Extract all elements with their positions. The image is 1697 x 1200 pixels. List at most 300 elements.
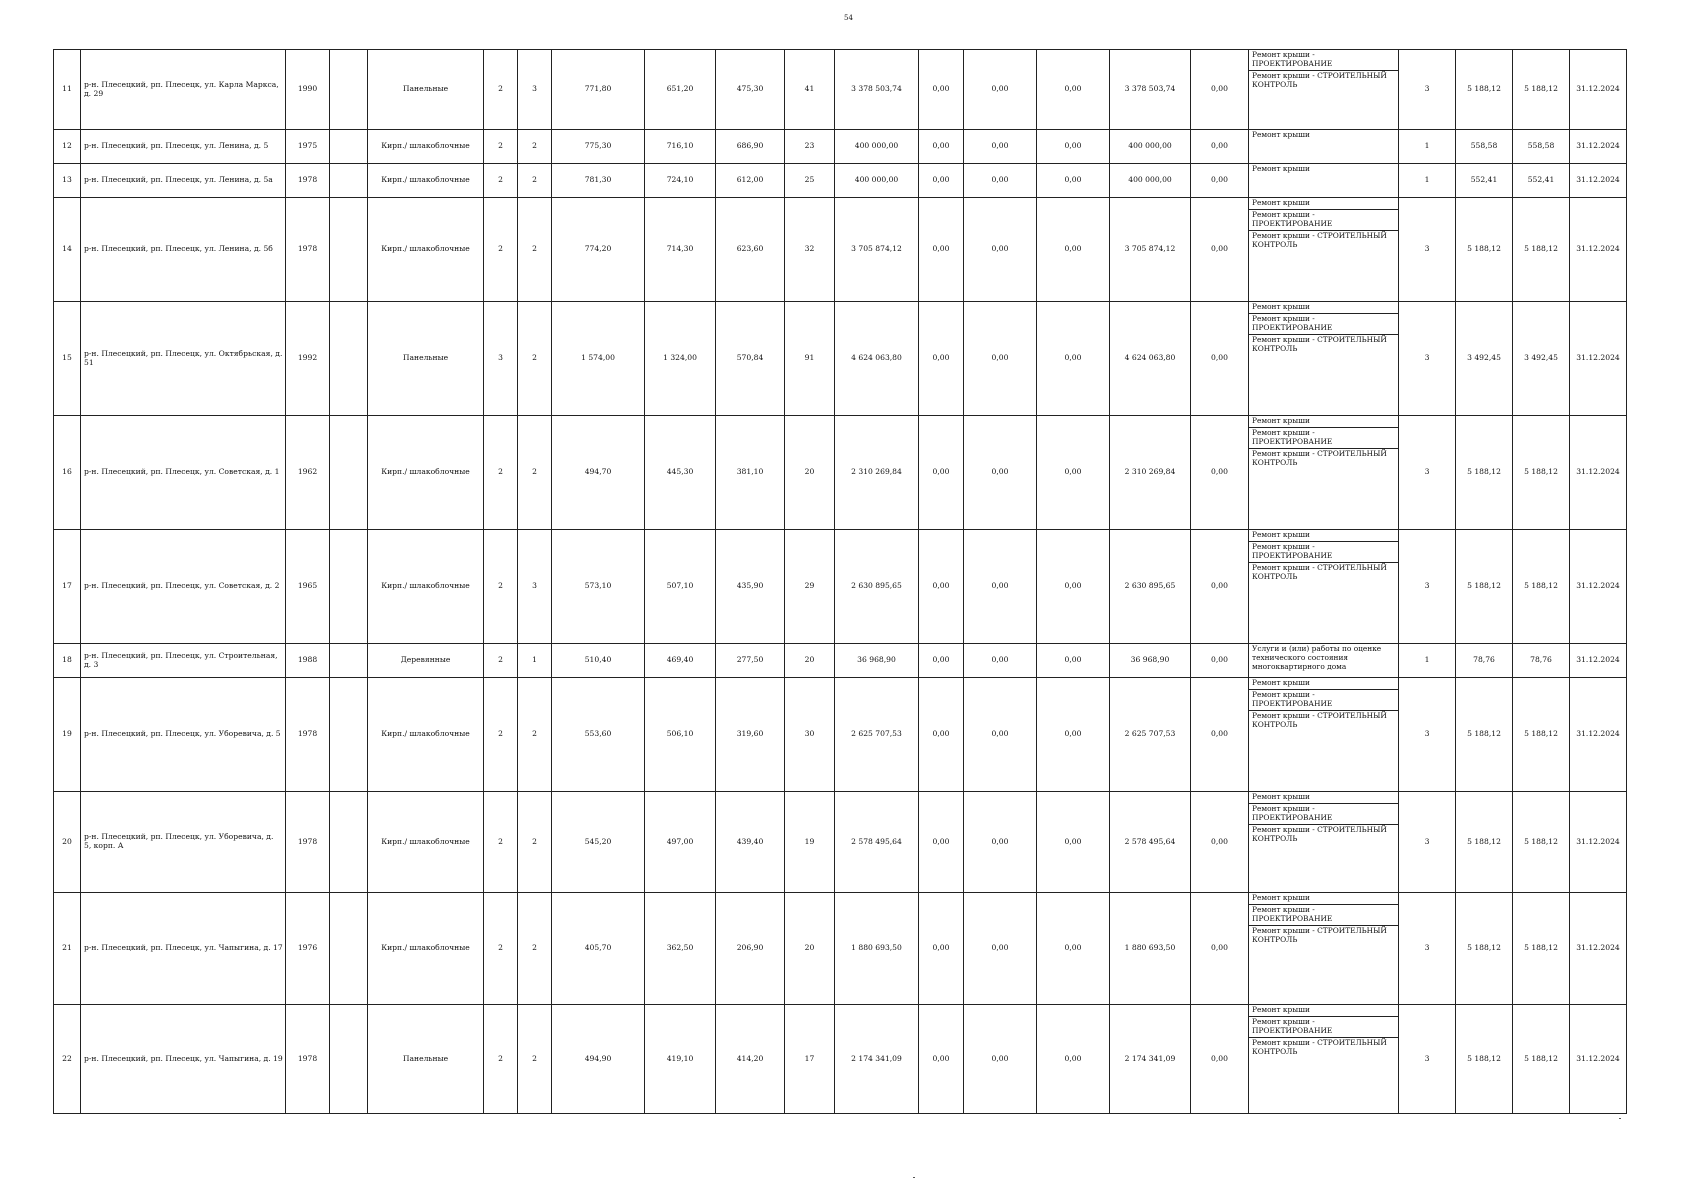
municipal-funds: 0,00: [1037, 792, 1110, 893]
scan-speck: [1619, 1118, 1621, 1119]
other-funds: 0,00: [1191, 893, 1249, 1005]
work-item: Ремонт крыши - СТРОИТЕЛЬНЫЙ КОНТРОЛЬ: [1249, 824, 1398, 845]
other-funds: 0,00: [1191, 678, 1249, 792]
premises-area: 724,10: [645, 164, 716, 198]
work-count: 3: [1399, 302, 1456, 416]
work-item: Ремонт крыши: [1252, 164, 1310, 173]
row-number: 21: [54, 893, 81, 1005]
owners-funds: 36 968,90: [1110, 644, 1191, 678]
work-item: Ремонт крыши - СТРОИТЕЛЬНЫЙ КОНТРОЛЬ: [1249, 230, 1398, 251]
entrances-count: 2: [518, 302, 552, 416]
federal-funds: 0,00: [919, 678, 964, 792]
table-row: [54, 50, 1627, 130]
entrances-count: 2: [518, 416, 552, 530]
row-number: 12: [54, 130, 81, 164]
blank-cell: [330, 893, 368, 1005]
unit-cost: 5 188,12: [1456, 530, 1513, 644]
table-row: [54, 644, 1627, 678]
limit-cost: 552,41: [1513, 164, 1570, 198]
floors-count: 2: [484, 130, 518, 164]
construction-year: 1978: [286, 1005, 330, 1114]
residential-area: 381,10: [716, 416, 785, 530]
premises-area: 506,10: [645, 678, 716, 792]
residential-area: 439,40: [716, 792, 785, 893]
page-number: 54: [844, 14, 853, 22]
work-item: Ремонт крыши - СТРОИТЕЛЬНЫЙ КОНТРОЛЬ: [1249, 334, 1398, 355]
works-list: [1249, 678, 1399, 792]
construction-year: 1978: [286, 198, 330, 302]
limit-cost: 5 188,12: [1513, 893, 1570, 1005]
floors-count: 2: [484, 530, 518, 644]
total-area: 771,80: [552, 50, 645, 130]
work-item: Ремонт крыши: [1252, 678, 1310, 687]
house-address: р-н. Плесецкий, рп. Плесецк, ул. Чапыгина, д. 19: [81, 1005, 286, 1114]
works-list: [1249, 130, 1399, 164]
work-item: Ремонт крыши: [1252, 530, 1310, 539]
total-area: 774,20: [552, 198, 645, 302]
work-item: Ремонт крыши - ПРОЕКТИРОВАНИЕ: [1249, 803, 1398, 824]
table-row: [54, 130, 1627, 164]
regional-funds: 0,00: [964, 198, 1037, 302]
regional-funds: 0,00: [964, 893, 1037, 1005]
municipal-funds: 0,00: [1037, 50, 1110, 130]
wall-material: Кирп./ шлакоблочные: [368, 198, 484, 302]
blank-cell: [330, 644, 368, 678]
wall-material: Кирп./ шлакоблочные: [368, 678, 484, 792]
work-items: [1249, 50, 1398, 91]
construction-year: 1992: [286, 302, 330, 416]
work-count: 3: [1399, 416, 1456, 530]
federal-funds: 0,00: [919, 1005, 964, 1114]
entrances-count: 2: [518, 893, 552, 1005]
works-list: [1249, 416, 1399, 530]
work-count: 3: [1399, 50, 1456, 130]
other-funds: 0,00: [1191, 644, 1249, 678]
floors-count: 2: [484, 644, 518, 678]
municipal-funds: 0,00: [1037, 164, 1110, 198]
row-number: 11: [54, 50, 81, 130]
wall-material: Кирп./ шлакоблочные: [368, 164, 484, 198]
owners-funds: 2 630 895,65: [1110, 530, 1191, 644]
works-list: [1249, 198, 1399, 302]
work-item: Ремонт крыши - СТРОИТЕЛЬНЫЙ КОНТРОЛЬ: [1249, 448, 1398, 469]
work-count: 1: [1399, 130, 1456, 164]
work-item: Ремонт крыши - СТРОИТЕЛЬНЫЙ КОНТРОЛЬ: [1249, 70, 1398, 91]
floors-count: 2: [484, 50, 518, 130]
regional-funds: 0,00: [964, 1005, 1037, 1114]
row-number: 15: [54, 302, 81, 416]
work-item: Ремонт крыши: [1252, 302, 1310, 311]
unit-cost: 5 188,12: [1456, 50, 1513, 130]
total-area: 510,40: [552, 644, 645, 678]
limit-cost: 5 188,12: [1513, 416, 1570, 530]
premises-area: 419,10: [645, 1005, 716, 1114]
wall-material: Панельные: [368, 302, 484, 416]
construction-year: 1975: [286, 130, 330, 164]
works-list: [1249, 644, 1399, 678]
house-address: р-н. Плесецкий, рп. Плесецк, ул. Карла Маркса, д. 29: [81, 50, 286, 130]
construction-year: 1976: [286, 893, 330, 1005]
federal-funds: 0,00: [919, 198, 964, 302]
construction-year: 1978: [286, 164, 330, 198]
limit-cost: 558,58: [1513, 130, 1570, 164]
floors-count: 2: [484, 1005, 518, 1114]
owners-funds: 2 625 707,53: [1110, 678, 1191, 792]
blank-cell: [330, 678, 368, 792]
wall-material: Кирп./ шлакоблочные: [368, 530, 484, 644]
blank-cell: [330, 1005, 368, 1114]
premises-area: 716,10: [645, 130, 716, 164]
row-number: 18: [54, 644, 81, 678]
entrances-count: 3: [518, 530, 552, 644]
house-address: р-н. Плесецкий, рп. Плесецк, ул. Чапыгина, д. 17: [81, 893, 286, 1005]
work-count: 1: [1399, 644, 1456, 678]
work-items: [1249, 416, 1398, 468]
deadline-date: 31.12.2024: [1570, 530, 1627, 644]
floors-count: 2: [484, 416, 518, 530]
work-item: Ремонт крыши - ПРОЕКТИРОВАНИЕ: [1249, 1016, 1398, 1037]
deadline-date: 31.12.2024: [1570, 130, 1627, 164]
total-cost: 3 705 874,12: [835, 198, 919, 302]
blank-cell: [330, 130, 368, 164]
limit-cost: 5 188,12: [1513, 530, 1570, 644]
unit-cost: 5 188,12: [1456, 792, 1513, 893]
federal-funds: 0,00: [919, 893, 964, 1005]
table-row: [54, 302, 1627, 416]
deadline-date: 31.12.2024: [1570, 164, 1627, 198]
residential-area: 612,00: [716, 164, 785, 198]
work-items: [1249, 644, 1398, 673]
total-area: 494,90: [552, 1005, 645, 1114]
residential-area: 319,60: [716, 678, 785, 792]
residents-count: 41: [785, 50, 835, 130]
blank-cell: [330, 416, 368, 530]
limit-cost: 5 188,12: [1513, 50, 1570, 130]
works-list: [1249, 893, 1399, 1005]
regional-funds: 0,00: [964, 530, 1037, 644]
limit-cost: 5 188,12: [1513, 792, 1570, 893]
unit-cost: 5 188,12: [1456, 1005, 1513, 1114]
total-cost: 36 968,90: [835, 644, 919, 678]
deadline-date: 31.12.2024: [1570, 198, 1627, 302]
owners-funds: 400 000,00: [1110, 164, 1191, 198]
regional-funds: 0,00: [964, 644, 1037, 678]
owners-funds: 1 880 693,50: [1110, 893, 1191, 1005]
house-address: р-н. Плесецкий, рп. Плесецк, ул. Уборевича, д. 5, корп. А: [81, 792, 286, 893]
residents-count: 30: [785, 678, 835, 792]
house-address: р-н. Плесецкий, рп. Плесецк, ул. Октябрьская, д. 51: [81, 302, 286, 416]
work-item: Ремонт крыши: [1252, 893, 1310, 902]
capital-repair-register-table: [53, 49, 1627, 1114]
total-area: 781,30: [552, 164, 645, 198]
other-funds: 0,00: [1191, 302, 1249, 416]
construction-year: 1990: [286, 50, 330, 130]
work-item: Ремонт крыши - ПРОЕКТИРОВАНИЕ: [1249, 209, 1398, 230]
deadline-date: 31.12.2024: [1570, 416, 1627, 530]
other-funds: 0,00: [1191, 416, 1249, 530]
work-item: Услуги и (или) работы по оценке технического состояния многоквартирного дома: [1252, 644, 1382, 671]
work-items: [1249, 198, 1398, 250]
house-address: р-н. Плесецкий, рп. Плесецк, ул. Ленина, д. 5: [81, 130, 286, 164]
total-cost: 1 880 693,50: [835, 893, 919, 1005]
house-address: р-н. Плесецкий, рп. Плесецк, ул. Строительная, д. 3: [81, 644, 286, 678]
unit-cost: 552,41: [1456, 164, 1513, 198]
total-area: 573,10: [552, 530, 645, 644]
owners-funds: 3 705 874,12: [1110, 198, 1191, 302]
municipal-funds: 0,00: [1037, 1005, 1110, 1114]
premises-area: 445,30: [645, 416, 716, 530]
scan-speck: [913, 1177, 915, 1178]
blank-cell: [330, 50, 368, 130]
entrances-count: 2: [518, 792, 552, 893]
row-number: 13: [54, 164, 81, 198]
blank-cell: [330, 302, 368, 416]
other-funds: 0,00: [1191, 792, 1249, 893]
work-count: 3: [1399, 678, 1456, 792]
work-count: 3: [1399, 893, 1456, 1005]
work-item: Ремонт крыши - СТРОИТЕЛЬНЫЙ КОНТРОЛЬ: [1249, 562, 1398, 583]
entrances-count: 2: [518, 130, 552, 164]
residents-count: 20: [785, 644, 835, 678]
owners-funds: 4 624 063,80: [1110, 302, 1191, 416]
residents-count: 91: [785, 302, 835, 416]
deadline-date: 31.12.2024: [1570, 644, 1627, 678]
federal-funds: 0,00: [919, 530, 964, 644]
unit-cost: 5 188,12: [1456, 893, 1513, 1005]
owners-funds: 2 578 495,64: [1110, 792, 1191, 893]
work-items: [1249, 164, 1398, 175]
work-item: Ремонт крыши - СТРОИТЕЛЬНЫЙ КОНТРОЛЬ: [1249, 925, 1398, 946]
regional-funds: 0,00: [964, 130, 1037, 164]
limit-cost: 78,76: [1513, 644, 1570, 678]
table-row: [54, 416, 1627, 530]
total-cost: 400 000,00: [835, 164, 919, 198]
regional-funds: 0,00: [964, 302, 1037, 416]
residential-area: 435,90: [716, 530, 785, 644]
works-list: [1249, 530, 1399, 644]
unit-cost: 558,58: [1456, 130, 1513, 164]
total-cost: 2 625 707,53: [835, 678, 919, 792]
wall-material: Кирп./ шлакоблочные: [368, 416, 484, 530]
table-row: [54, 164, 1627, 198]
regional-funds: 0,00: [964, 678, 1037, 792]
limit-cost: 5 188,12: [1513, 198, 1570, 302]
deadline-date: 31.12.2024: [1570, 792, 1627, 893]
works-list: [1249, 792, 1399, 893]
work-item: Ремонт крыши: [1252, 792, 1310, 801]
municipal-funds: 0,00: [1037, 678, 1110, 792]
federal-funds: 0,00: [919, 164, 964, 198]
federal-funds: 0,00: [919, 416, 964, 530]
residents-count: 20: [785, 416, 835, 530]
work-items: [1249, 302, 1398, 354]
floors-count: 2: [484, 792, 518, 893]
house-address: р-н. Плесецкий, рп. Плесецк, ул. Советская, д. 2: [81, 530, 286, 644]
works-list: [1249, 50, 1399, 130]
federal-funds: 0,00: [919, 130, 964, 164]
unit-cost: 5 188,12: [1456, 198, 1513, 302]
owners-funds: 2 310 269,84: [1110, 416, 1191, 530]
work-item: Ремонт крыши - ПРОЕКТИРОВАНИЕ: [1249, 689, 1398, 710]
entrances-count: 2: [518, 198, 552, 302]
other-funds: 0,00: [1191, 530, 1249, 644]
municipal-funds: 0,00: [1037, 302, 1110, 416]
federal-funds: 0,00: [919, 644, 964, 678]
total-cost: 400 000,00: [835, 130, 919, 164]
limit-cost: 5 188,12: [1513, 678, 1570, 792]
work-item: Ремонт крыши - ПРОЕКТИРОВАНИЕ: [1249, 313, 1398, 334]
entrances-count: 2: [518, 1005, 552, 1114]
residents-count: 29: [785, 530, 835, 644]
residential-area: 277,50: [716, 644, 785, 678]
wall-material: Панельные: [368, 50, 484, 130]
work-count: 3: [1399, 530, 1456, 644]
residential-area: 623,60: [716, 198, 785, 302]
work-item: Ремонт крыши - ПРОЕКТИРОВАНИЕ: [1249, 427, 1398, 448]
limit-cost: 3 492,45: [1513, 302, 1570, 416]
premises-area: 469,40: [645, 644, 716, 678]
row-number: 19: [54, 678, 81, 792]
entrances-count: 2: [518, 678, 552, 792]
municipal-funds: 0,00: [1037, 893, 1110, 1005]
row-number: 17: [54, 530, 81, 644]
wall-material: Кирп./ шлакоблочные: [368, 893, 484, 1005]
table-row: [54, 198, 1627, 302]
work-items: [1249, 130, 1398, 141]
table-row: [54, 530, 1627, 644]
row-number: 20: [54, 792, 81, 893]
residents-count: 17: [785, 1005, 835, 1114]
municipal-funds: 0,00: [1037, 416, 1110, 530]
row-number: 14: [54, 198, 81, 302]
construction-year: 1978: [286, 792, 330, 893]
premises-area: 497,00: [645, 792, 716, 893]
entrances-count: 2: [518, 164, 552, 198]
work-items: [1249, 530, 1398, 582]
works-list: [1249, 302, 1399, 416]
blank-cell: [330, 198, 368, 302]
work-items: [1249, 893, 1398, 945]
floors-count: 2: [484, 198, 518, 302]
total-cost: 2 630 895,65: [835, 530, 919, 644]
blank-cell: [330, 530, 368, 644]
work-item: Ремонт крыши: [1252, 198, 1310, 207]
work-item: Ремонт крыши: [1252, 130, 1310, 139]
floors-count: 2: [484, 893, 518, 1005]
floors-count: 2: [484, 164, 518, 198]
works-list: [1249, 1005, 1399, 1114]
work-item: Ремонт крыши: [1252, 416, 1310, 425]
work-count: 3: [1399, 792, 1456, 893]
row-number: 22: [54, 1005, 81, 1114]
work-item: Ремонт крыши - СТРОИТЕЛЬНЫЙ КОНТРОЛЬ: [1249, 1037, 1398, 1058]
municipal-funds: 0,00: [1037, 198, 1110, 302]
federal-funds: 0,00: [919, 302, 964, 416]
premises-area: 1 324,00: [645, 302, 716, 416]
construction-year: 1978: [286, 678, 330, 792]
house-address: р-н. Плесецкий, рп. Плесецк, ул. Уборевича, д. 5: [81, 678, 286, 792]
work-count: 3: [1399, 1005, 1456, 1114]
owners-funds: 2 174 341,09: [1110, 1005, 1191, 1114]
work-count: 1: [1399, 164, 1456, 198]
deadline-date: 31.12.2024: [1570, 893, 1627, 1005]
total-area: 545,20: [552, 792, 645, 893]
work-items: [1249, 678, 1398, 730]
unit-cost: 3 492,45: [1456, 302, 1513, 416]
total-area: 494,70: [552, 416, 645, 530]
owners-funds: 3 378 503,74: [1110, 50, 1191, 130]
work-item: Ремонт крыши - ПРОЕКТИРОВАНИЕ: [1252, 50, 1333, 68]
entrances-count: 1: [518, 644, 552, 678]
premises-area: 507,10: [645, 530, 716, 644]
deadline-date: 31.12.2024: [1570, 50, 1627, 130]
total-cost: 2 578 495,64: [835, 792, 919, 893]
house-address: р-н. Плесецкий, рп. Плесецк, ул. Ленина, д. 5б: [81, 198, 286, 302]
wall-material: Панельные: [368, 1005, 484, 1114]
municipal-funds: 0,00: [1037, 644, 1110, 678]
work-items: [1249, 792, 1398, 844]
deadline-date: 31.12.2024: [1570, 678, 1627, 792]
table-row: [54, 678, 1627, 792]
other-funds: 0,00: [1191, 1005, 1249, 1114]
total-cost: 2 174 341,09: [835, 1005, 919, 1114]
regional-funds: 0,00: [964, 416, 1037, 530]
owners-funds: 400 000,00: [1110, 130, 1191, 164]
table-row: [54, 893, 1627, 1005]
wall-material: Деревянные: [368, 644, 484, 678]
residents-count: 25: [785, 164, 835, 198]
limit-cost: 5 188,12: [1513, 1005, 1570, 1114]
floors-count: 3: [484, 302, 518, 416]
regional-funds: 0,00: [964, 792, 1037, 893]
deadline-date: 31.12.2024: [1570, 1005, 1627, 1114]
residents-count: 32: [785, 198, 835, 302]
work-count: 3: [1399, 198, 1456, 302]
work-item: Ремонт крыши - ПРОЕКТИРОВАНИЕ: [1249, 541, 1398, 562]
total-area: 1 574,00: [552, 302, 645, 416]
premises-area: 362,50: [645, 893, 716, 1005]
blank-cell: [330, 792, 368, 893]
regional-funds: 0,00: [964, 50, 1037, 130]
residents-count: 20: [785, 893, 835, 1005]
residential-area: 414,20: [716, 1005, 785, 1114]
total-area: 405,70: [552, 893, 645, 1005]
construction-year: 1962: [286, 416, 330, 530]
construction-year: 1988: [286, 644, 330, 678]
premises-area: 651,20: [645, 50, 716, 130]
house-address: р-н. Плесецкий, рп. Плесецк, ул. Ленина, д. 5а: [81, 164, 286, 198]
residents-count: 19: [785, 792, 835, 893]
federal-funds: 0,00: [919, 792, 964, 893]
other-funds: 0,00: [1191, 130, 1249, 164]
work-item: Ремонт крыши - СТРОИТЕЛЬНЫЙ КОНТРОЛЬ: [1249, 710, 1398, 731]
residential-area: 570,84: [716, 302, 785, 416]
work-item: Ремонт крыши - ПРОЕКТИРОВАНИЕ: [1249, 904, 1398, 925]
total-cost: 3 378 503,74: [835, 50, 919, 130]
entrances-count: 3: [518, 50, 552, 130]
row-number: 16: [54, 416, 81, 530]
blank-cell: [330, 164, 368, 198]
residents-count: 23: [785, 130, 835, 164]
wall-material: Кирп./ шлакоблочные: [368, 792, 484, 893]
regional-funds: 0,00: [964, 164, 1037, 198]
total-area: 553,60: [552, 678, 645, 792]
works-list: [1249, 164, 1399, 198]
total-cost: 4 624 063,80: [835, 302, 919, 416]
total-area: 775,30: [552, 130, 645, 164]
federal-funds: 0,00: [919, 50, 964, 130]
municipal-funds: 0,00: [1037, 530, 1110, 644]
